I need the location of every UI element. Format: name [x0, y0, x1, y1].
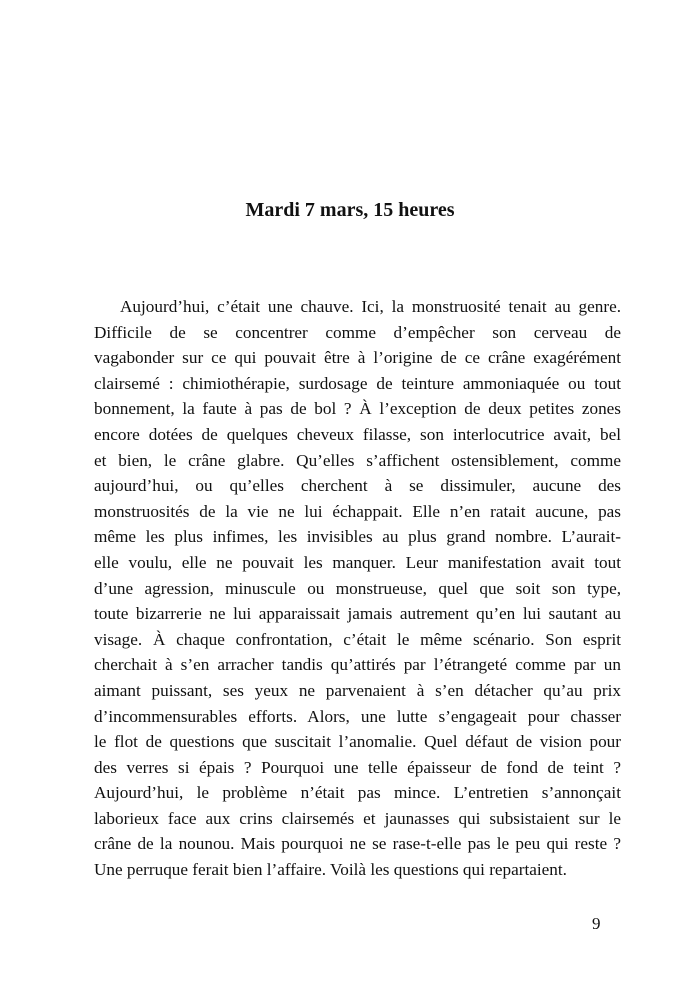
- text-line: Aujourd’hui, le problème n’était pas mince. L’entretien s’annonçait: [94, 783, 621, 803]
- text-line: toute bizarrerie ne lui apparaissait jamais autrement qu’en lui sautant au: [94, 604, 621, 624]
- page-number: 9: [592, 914, 601, 933]
- text-line: laborieux face aux crins clairsemés et jaunasses qui subsistaient sur le: [94, 808, 621, 828]
- text-line: Une perruque ferait bien l’affaire. Voilà les questions qui repartaient.: [94, 860, 567, 880]
- text-line: aimant puissant, ses yeux ne parvenaient à s’en détacher qu’au prix: [94, 680, 621, 700]
- text-line: d’une agression, minuscule ou monstrueuse, quel que soit son type,: [94, 578, 621, 598]
- text-line: d’incommensurables efforts. Alors, une lutte s’engageait pour chasser: [94, 706, 621, 726]
- text-line: crâne de la nounou. Mais pourquoi ne se rase-t-elle pas le peu qui reste ?: [94, 834, 621, 854]
- text-line: elle voulu, elle ne pouvait les manquer. Leur manifestation avait tout: [94, 552, 621, 572]
- text-line: clairsemé : chimiothérapie, surdosage de teinture ammoniaquée ou tout: [94, 373, 621, 393]
- text-line: Aujourd’hui, c’était une chauve. Ici, la monstruosité tenait au genre.: [120, 297, 621, 316]
- text-line: des verres si épais ? Pourquoi une telle épaisseur de fond de teint ?: [94, 757, 621, 777]
- text-line: encore dotées de quelques cheveux filasse, son interlocutrice avait, bel: [94, 424, 621, 444]
- text-line: Difficile de se concentrer comme d’empêcher son cerveau de: [94, 322, 621, 342]
- chapter-title: Mardi 7 mars, 15 heures: [245, 199, 455, 221]
- text-line: monstruosités de la vie ne lui échappait. Elle n’en ratait aucune, pas: [94, 501, 621, 521]
- text-line: le flot de questions que suscitait l’anomalie. Quel défaut de vision pour: [94, 732, 621, 752]
- text-line: bonnement, la faute à pas de bol ? À l’exception de deux petites zones: [94, 399, 621, 419]
- text-line: même les plus infimes, les invisibles au plus grand nombre. L’aurait-: [94, 527, 621, 547]
- body-paragraph: [94, 294, 621, 883]
- text-line: aujourd’hui, ou qu’elles cherchent à se dissimuler, aucune des: [94, 476, 621, 496]
- text-line: et bien, le crâne glabre. Qu’elles s’affichent ostensiblement, comme: [94, 450, 621, 470]
- text-line: vagabonder sur ce qui pouvait être à l’origine de ce crâne exagérément: [94, 348, 621, 368]
- text-line: visage. À chaque confrontation, c’était le même scénario. Son esprit: [94, 629, 621, 649]
- text-line: cherchait à s’en arracher tandis qu’attirés par l’étrangeté comme par un: [94, 655, 621, 675]
